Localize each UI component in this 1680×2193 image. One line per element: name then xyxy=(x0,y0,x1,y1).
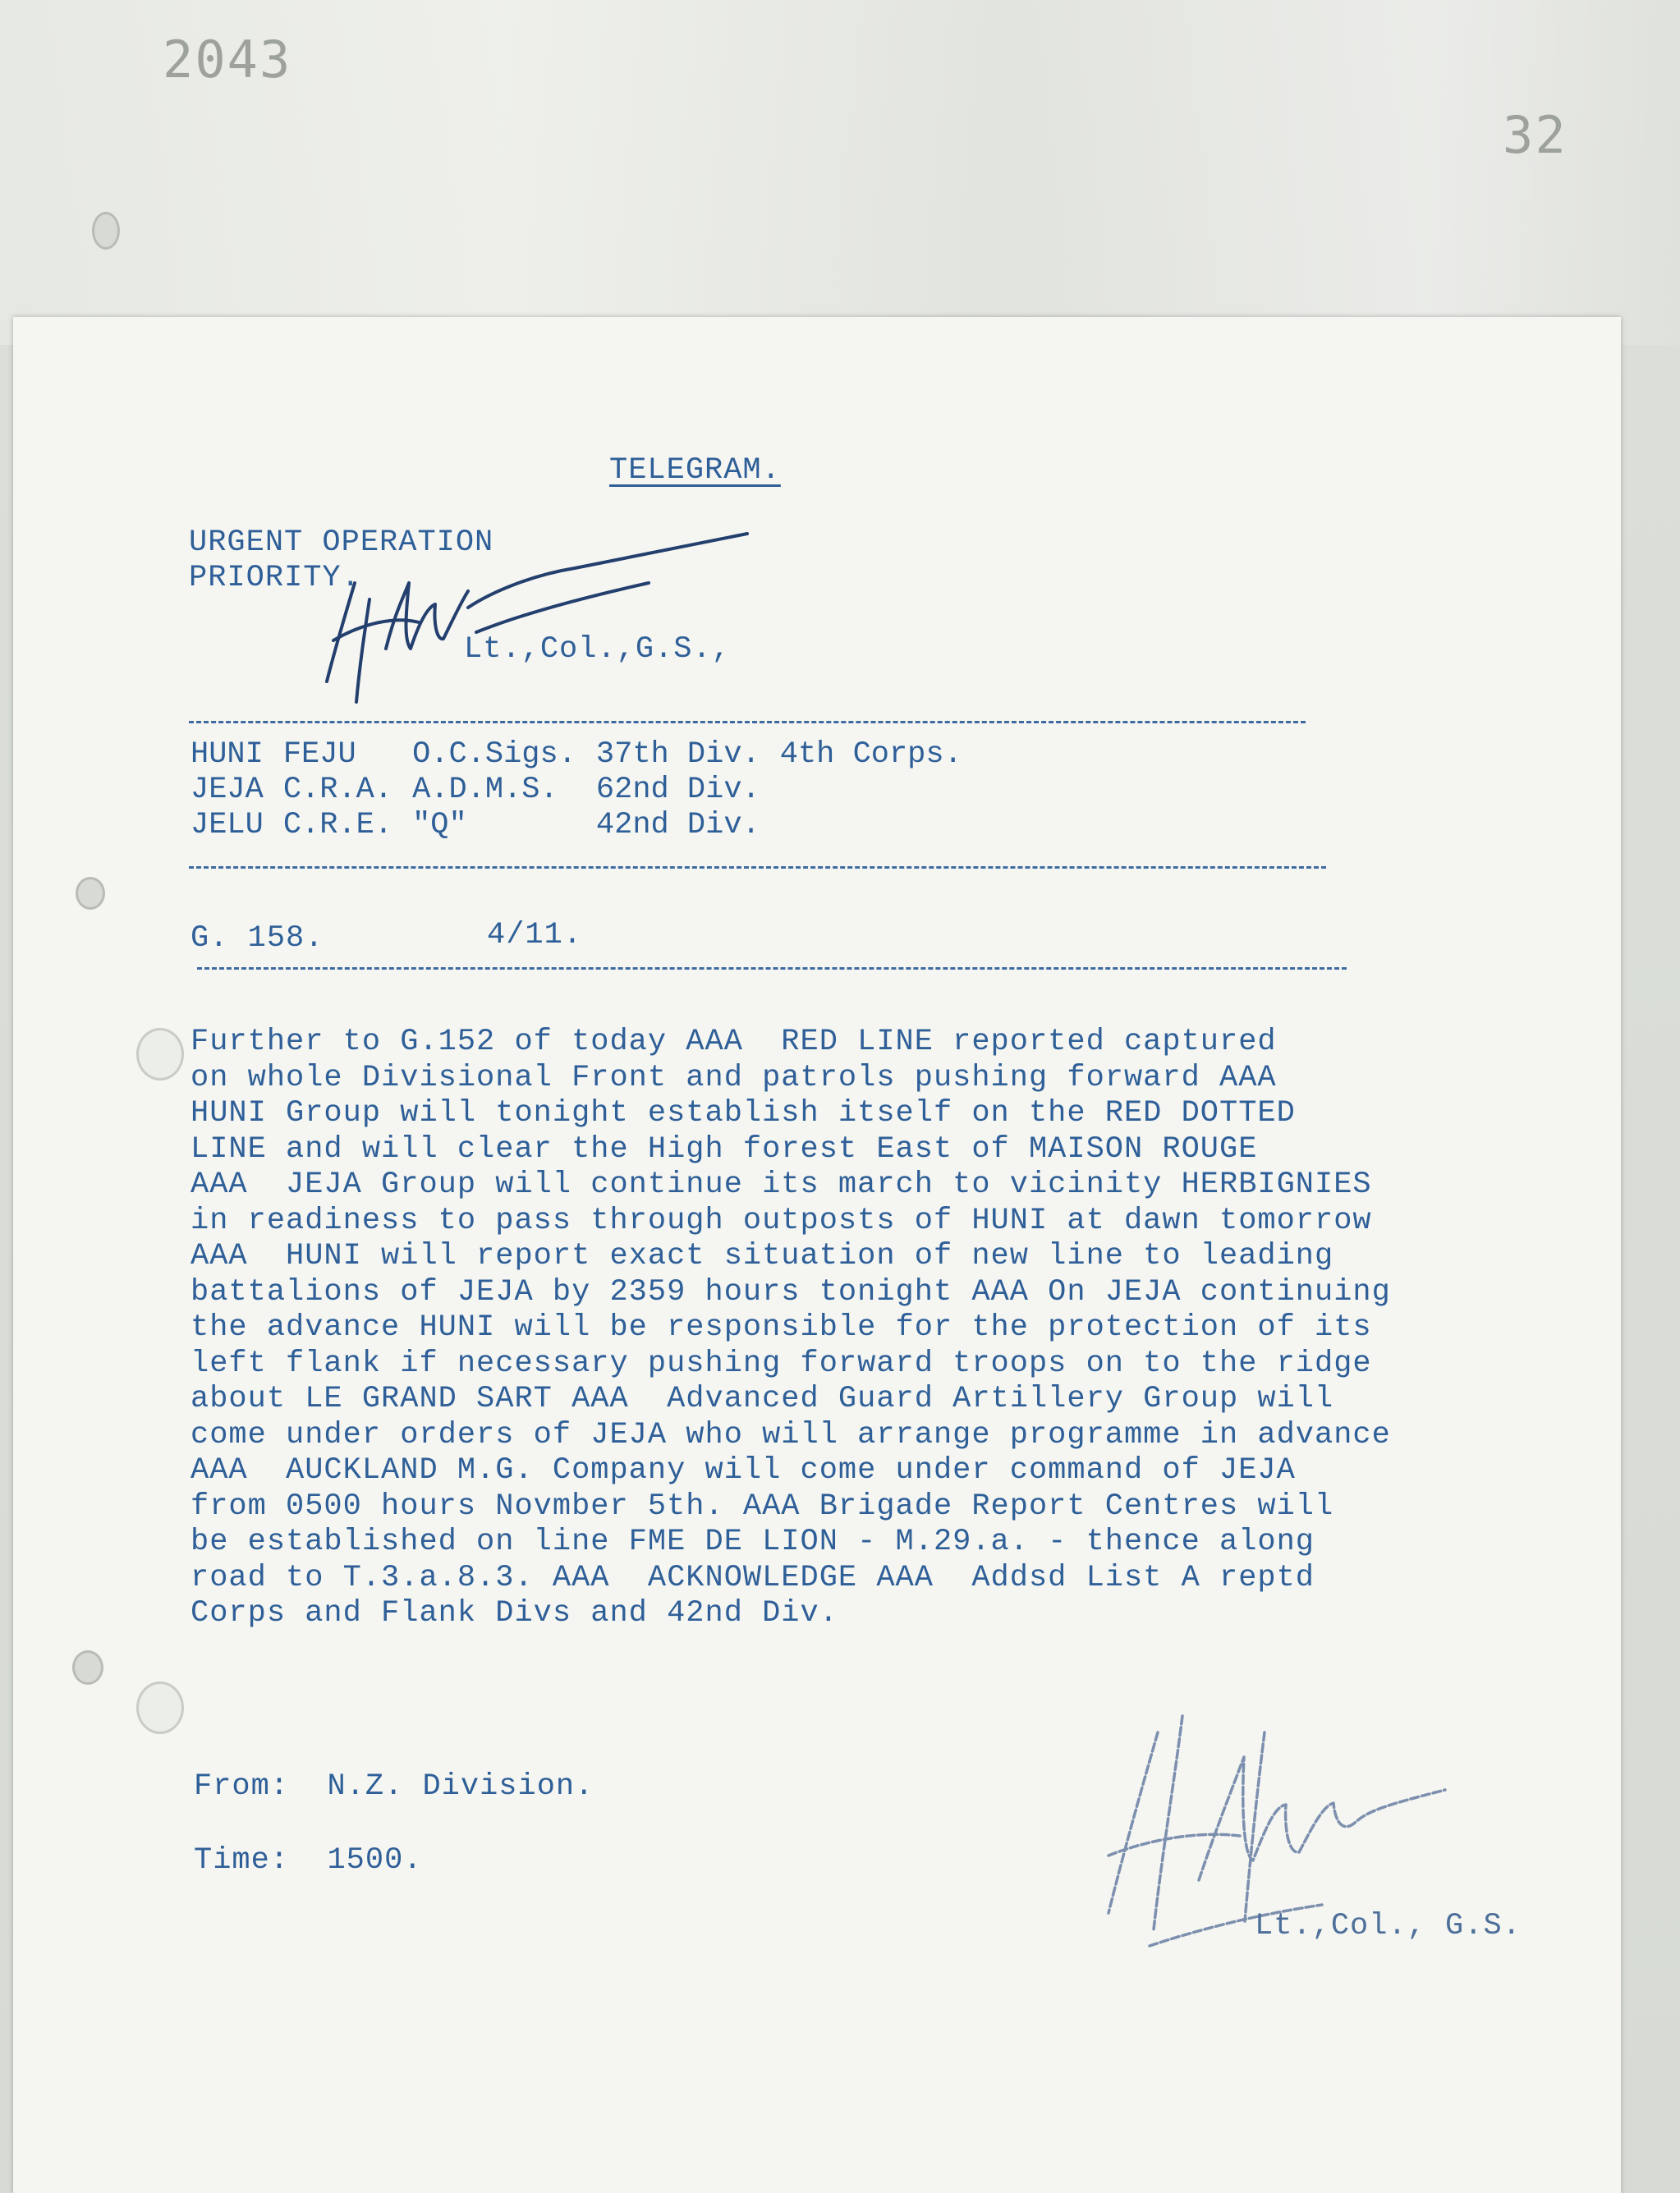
message-line: HUNI Group will tonight establish itself on the RED DOTTED xyxy=(190,1096,1296,1131)
addressee-row xyxy=(190,737,982,773)
message-line: LINE and will clear the High forest East of MAISON ROUGE xyxy=(190,1131,1258,1167)
archive-stamp-number: 2043 xyxy=(163,30,292,89)
from-label: From: xyxy=(194,1769,290,1804)
message-line: AAA HUNI will report exact situation of new line to leading xyxy=(190,1239,1334,1273)
divider-rule xyxy=(189,866,1326,869)
addressee-cell: O.C.Sigs. xyxy=(412,737,576,772)
message-line: AAA JEJA Group will continue its march to vicinity HERBIGNIES xyxy=(190,1168,1372,1202)
punch-hole xyxy=(136,1028,184,1080)
addressee-cell: JEJA xyxy=(190,773,264,807)
addressee-cell: "Q" xyxy=(412,808,467,842)
punch-hole xyxy=(136,1681,184,1734)
message-line: from 0500 hours Novmber 5th. AAA Brigade Report Centres will xyxy=(190,1489,1334,1524)
addressee-row xyxy=(190,808,982,843)
priority-line: URGENT OPERATION xyxy=(189,525,494,560)
message-line: Further to G.152 of today AAA RED LINE reported captured xyxy=(190,1025,1277,1059)
addressee-cell: 62nd Div. xyxy=(595,773,760,807)
message-line: AAA AUCKLAND M.G. Company will come under command of JEJA xyxy=(190,1453,1296,1488)
message-line: the advance HUNI will be responsible for the protection of its xyxy=(190,1310,1372,1345)
addressee-cell: JELU xyxy=(190,808,264,842)
addressee-cell: 42nd Div. xyxy=(595,808,760,842)
addressee-cell: FEJU xyxy=(282,737,356,772)
message-line: about LE GRAND SART AAA Advanced Guard Artillery Group will xyxy=(190,1382,1334,1416)
signer-title: Lt.,Col., G.S. xyxy=(1255,1909,1522,1943)
punch-hole xyxy=(76,877,105,910)
message-line: on whole Divisional Front and patrols pushing forward AAA xyxy=(190,1060,1277,1095)
addressee-cell: A.D.M.S. xyxy=(412,773,558,807)
message-line: left flank if necessary pushing forward troops on to the ridge xyxy=(190,1346,1372,1381)
message-line: Corps and Flank Divs and 42nd Div. xyxy=(190,1596,838,1631)
addressee-row xyxy=(190,773,982,808)
signer-title: Lt.,Col.,G.S., xyxy=(464,632,731,667)
divider-rule xyxy=(197,967,1347,970)
message-body xyxy=(190,1025,1537,1632)
message-line: come under orders of JEJA who will arrange programme in advance xyxy=(190,1417,1391,1452)
addressee-table xyxy=(190,737,982,843)
addressee-cell: 4th Corps. xyxy=(779,737,962,772)
priority-line: PRIORITY. xyxy=(189,561,360,595)
addressee-cell xyxy=(780,808,982,843)
document-title: TELEGRAM. xyxy=(609,453,781,488)
time-label: Time: xyxy=(194,1843,290,1878)
folio-number: 32 xyxy=(1503,105,1568,165)
time-value: 1500. xyxy=(327,1843,423,1878)
from-value: N.Z. Division. xyxy=(327,1769,594,1804)
message-line: be established on line FME DE LION - M.29.a. - thence along xyxy=(190,1525,1315,1559)
from-line xyxy=(194,1769,594,1805)
punch-hole xyxy=(92,212,120,250)
addressee-cell: C.R.A. xyxy=(282,773,393,807)
message-line: battalions of JEJA by 2359 hours tonight AAA On JEJA continuing xyxy=(190,1274,1391,1310)
addressee-cell: HUNI xyxy=(190,737,264,772)
message-reference-number: G. 158. xyxy=(190,921,324,956)
message-line: road to T.3.a.8.3. AAA ACKNOWLEDGE AAA Addsd List A reptd xyxy=(190,1560,1315,1595)
addressee-cell xyxy=(780,773,982,808)
addressee-cell: C.R.E. xyxy=(282,808,393,842)
time-line xyxy=(194,1843,422,1879)
signature-top xyxy=(304,525,764,714)
message-line: in readiness to pass through outposts of HUNI at dawn tomorrow xyxy=(190,1203,1372,1238)
message-date: 4/11. xyxy=(487,918,583,952)
divider-rule xyxy=(189,721,1306,723)
punch-hole xyxy=(72,1650,103,1685)
addressee-cell: 37th Div. xyxy=(595,737,760,772)
